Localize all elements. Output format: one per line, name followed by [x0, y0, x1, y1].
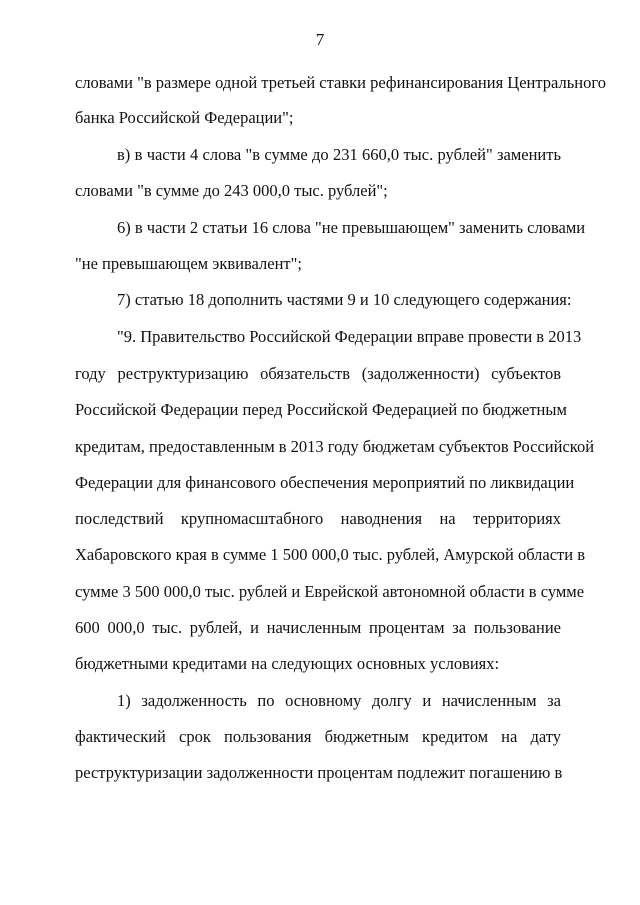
text-line: бюджетными кредитами на следующих основных условиях: — [75, 654, 500, 673]
text-line: в) в части 4 слова "в сумме до 231 660,0 тыс. рублей" заменить — [117, 145, 561, 164]
text-line: Хабаровского края в сумме 1 500 000,0 тыс. рублей, Амурской области в — [75, 545, 586, 564]
text-line: последствий крупномасштабного наводнения на территориях — [75, 509, 561, 528]
text-line: реструктуризации задолженности процентам подлежит погашению в — [75, 763, 563, 782]
text-line: словами "в размере одной третьей ставки рефинансирования Центрального — [75, 73, 606, 92]
text-line: кредитам, предоставленным в 2013 году бюджетам субъектов Российской — [75, 437, 595, 456]
text-line: фактический срок пользования бюджетным кредитом на дату — [75, 727, 561, 746]
text-line: 7) статью 18 дополнить частями 9 и 10 следующего содержания: — [117, 290, 572, 309]
page-number: 7 — [315, 30, 325, 49]
text-line: 600 000,0 тыс. рублей, и начисленным процентам за пользование — [75, 618, 561, 637]
text-line: 6) в части 2 статьи 16 слова "не превышающем" заменить словами — [117, 218, 586, 237]
text-line: Федерации для финансового обеспечения мероприятий по ликвидации — [75, 473, 575, 492]
text-line: году реструктуризацию обязательств (задолженности) субъектов — [75, 364, 561, 383]
text-line: 1) задолженность по основному долгу и начисленным за — [117, 691, 561, 710]
text-line: банка Российской Федерации"; — [75, 108, 294, 127]
text-line: словами "в сумме до 243 000,0 тыс. рублей"; — [75, 181, 388, 200]
text-line: сумме 3 500 000,0 тыс. рублей и Еврейской автономной области в сумме — [75, 582, 585, 601]
text-line: "не превышающем эквивалент"; — [75, 254, 302, 273]
text-line: Российской Федерации перед Российской Федерацией по бюджетным — [75, 400, 567, 419]
text-line: "9. Правительство Российской Федерации вправе провести в 2013 — [117, 327, 582, 346]
